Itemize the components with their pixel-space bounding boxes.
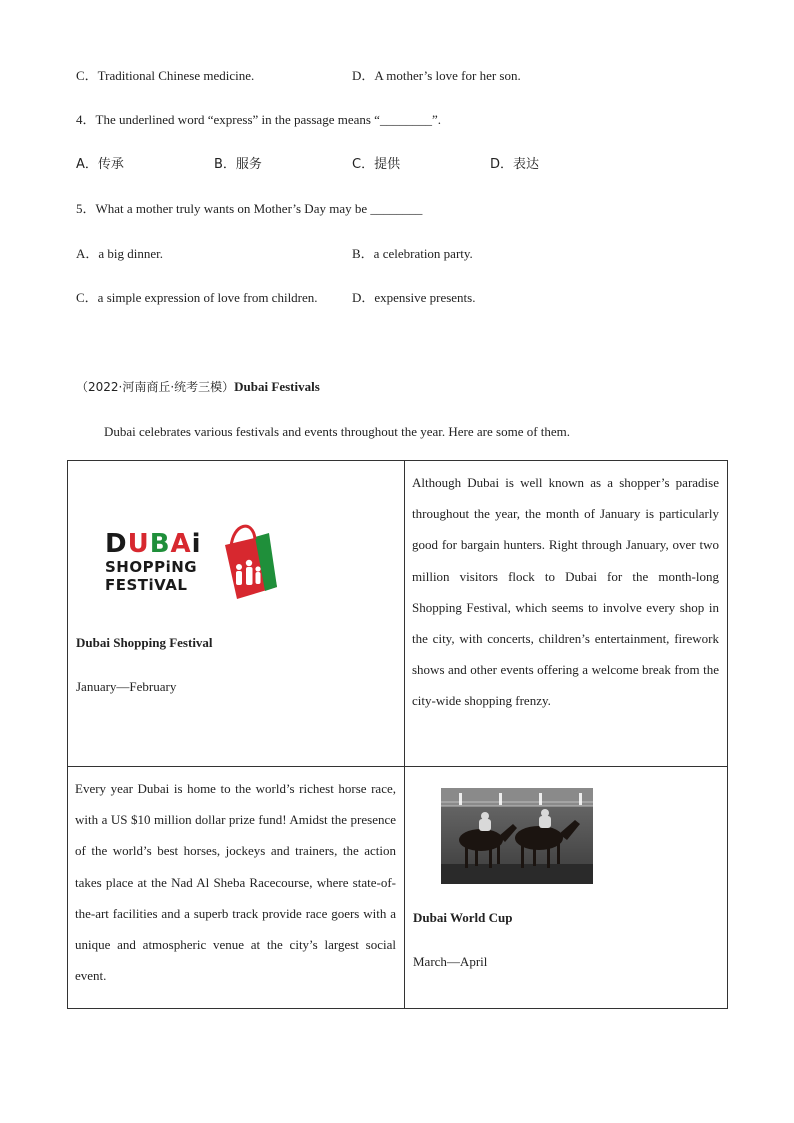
logo-text-shopping: SHOPPiNG [105, 558, 198, 576]
q5-option-c: C．a simple expression of love from children. [76, 290, 318, 305]
table-cell-shopping-festival-description [405, 461, 728, 767]
table-row [68, 767, 728, 1009]
q4-option-a: A．传承 [76, 157, 124, 172]
q5-option-a: A．a big dinner. [76, 246, 164, 261]
logo-text-festival: FESTiVAL [105, 576, 188, 594]
table-cell-world-cup-description [68, 767, 405, 1009]
event-name-world-cup: Dubai World Cup [413, 910, 513, 925]
q4-stem: 4．The underlined word “express” in the passage means “________”. [76, 112, 441, 127]
table-cell-shopping-festival-info [68, 461, 405, 767]
world-cup-description: Every year Dubai is home to the world’s richest horse race, with a US $10 million dollar prize fund! Amidst the presence of the world’s best horses, jockeys and trainers, the action takes place at the Nad Al Sheba Racecourse, where state-of-the-art facilities and a superb track provide race goers with a unique and atmospheric venue at the city’s largest social event. [75, 781, 396, 984]
q4-option-b: B．服务 [214, 157, 262, 172]
q5-option-b: B．a celebration party. [352, 246, 473, 261]
event-date-shopping-festival: January—February [76, 679, 177, 694]
q5-option-d: D．expensive presents. [352, 290, 476, 305]
horse-race-photo [441, 788, 593, 884]
horse-race-image-icon [441, 788, 593, 884]
q3-option-c: C．Traditional Chinese medicine. [76, 68, 255, 83]
event-date-world-cup: March—April [413, 954, 488, 969]
shopping-festival-description: Although Dubai is well known as a shopper’s paradise throughout the year, the month of January is particularly good for bargain hunters. Right through January, over two million visitors flock to Dubai for the month-long Shopping Festival, which seems to involve every shop in the city, with concerts, children’s entertainment, firework shows and other events offering a welcome break from the city-wide shopping frenzy. [412, 475, 719, 709]
logo-text-dubai: DUBAi [105, 529, 202, 559]
q5-stem: 5．What a mother truly wants on Mother’s Day may be ________ [76, 201, 423, 216]
event-name-shopping-festival: Dubai Shopping Festival [76, 635, 213, 650]
table-cell-world-cup-info [405, 767, 728, 1009]
section-source: （2022·河南商丘·统考三模） [76, 380, 235, 394]
dubai-shopping-festival-logo [105, 517, 305, 617]
festivals-table [67, 460, 728, 1009]
table-row [68, 461, 728, 767]
q3-option-d: D．A mother’s love for her son. [352, 68, 521, 83]
section-heading [76, 377, 320, 397]
q4-option-c: C．提供 [352, 157, 401, 172]
section-title: Dubai Festivals [234, 379, 320, 394]
q4-option-d: D．表达 [490, 157, 540, 172]
section-intro: Dubai celebrates various festivals and events throughout the year. Here are some of them. [104, 424, 571, 439]
